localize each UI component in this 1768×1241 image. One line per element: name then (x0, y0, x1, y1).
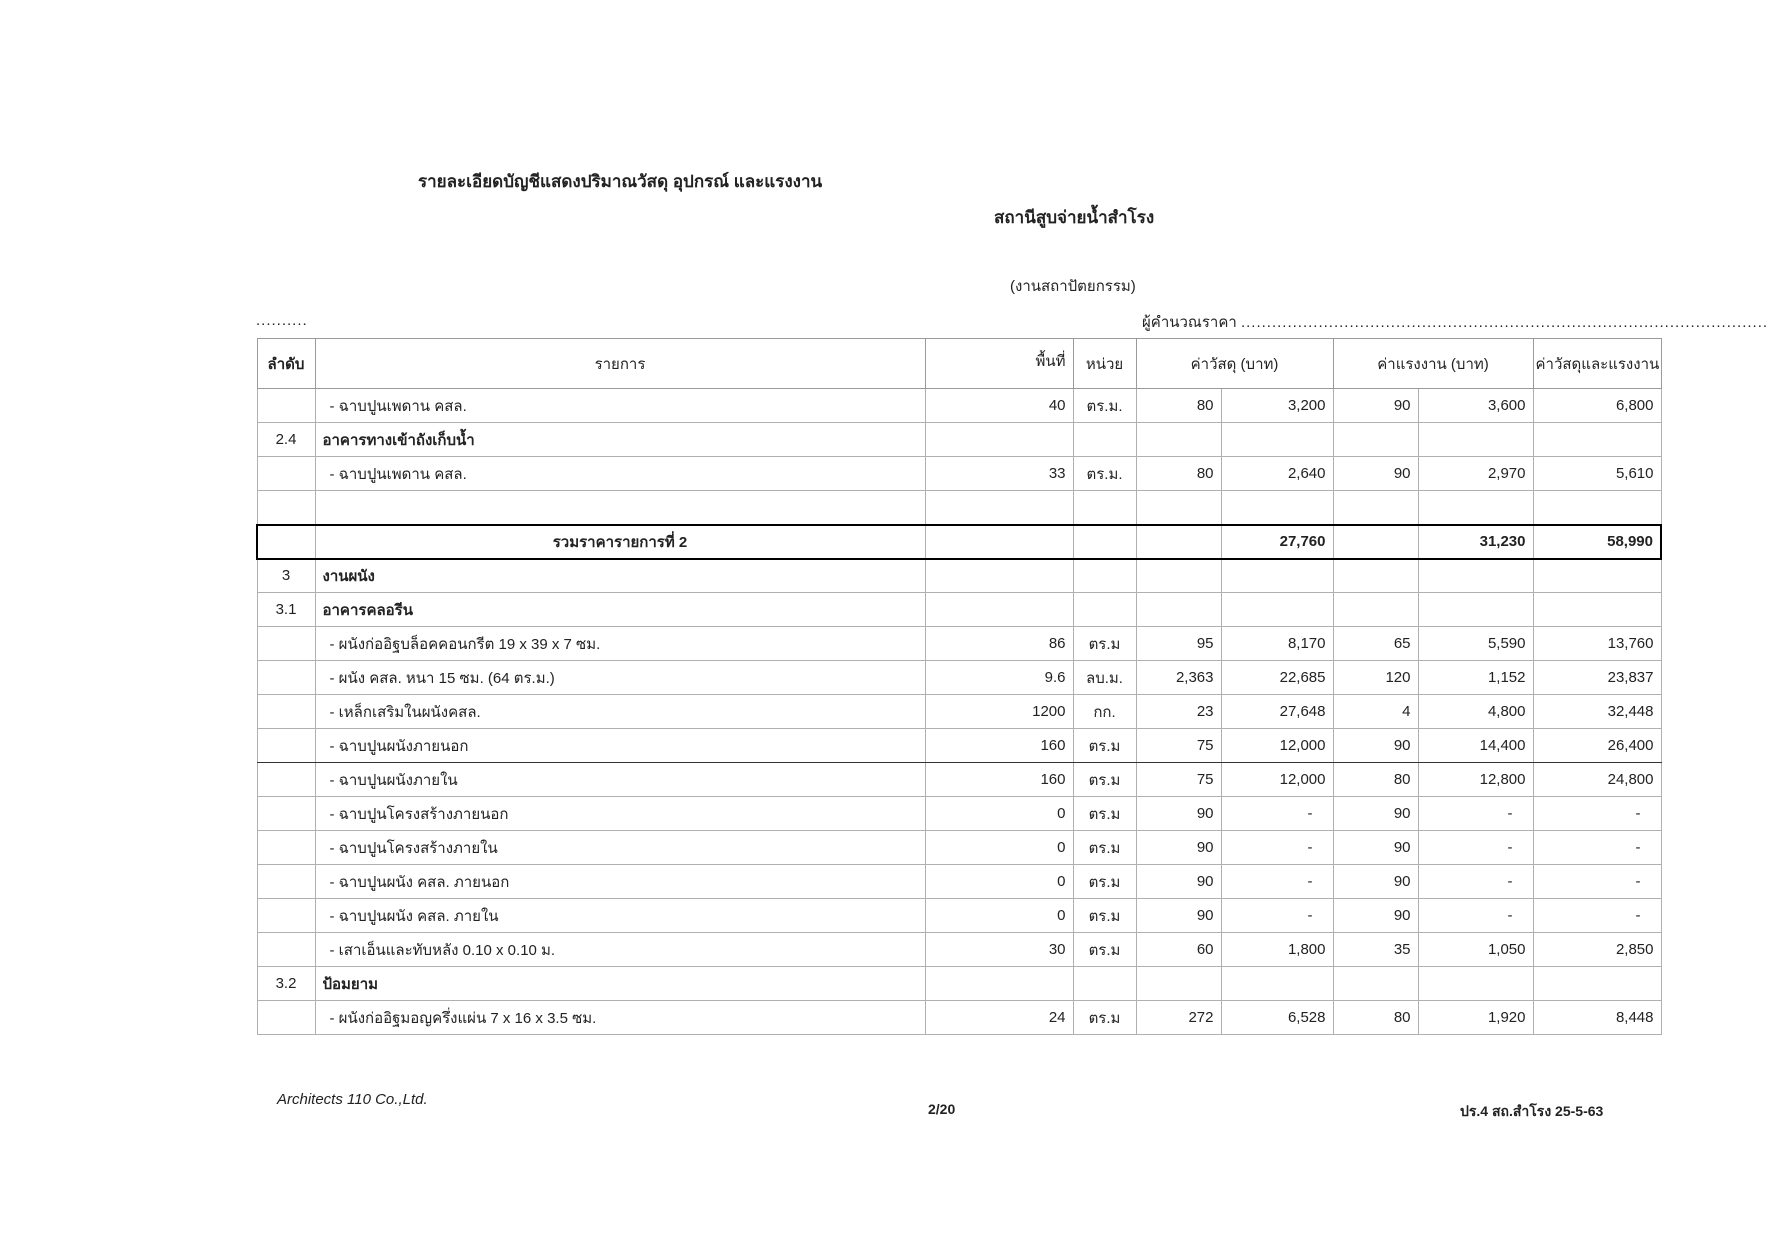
cell-area: 0 (925, 899, 1073, 933)
cell-seq (257, 695, 315, 729)
cell-labor-amount (1418, 559, 1533, 593)
cell-material-amount (1221, 491, 1333, 525)
cell-item: รวมราคารายการที่ 2 (315, 525, 925, 559)
cell-area: 40 (925, 389, 1073, 423)
cell-area: 160 (925, 763, 1073, 797)
cell-total (1533, 559, 1661, 593)
cell-item: - ผนัง คสล. หนา 15 ซม. (64 ตร.ม.) (315, 661, 925, 695)
cell-material-amount: 22,685 (1221, 661, 1333, 695)
cell-seq (257, 865, 315, 899)
cell-labor-rate: 90 (1333, 729, 1418, 763)
cell-material-rate (1136, 491, 1221, 525)
cell-seq (257, 491, 315, 525)
cell-unit: ตร.ม (1073, 1001, 1136, 1035)
cell-labor-amount: 3,600 (1418, 389, 1533, 423)
cell-area: 30 (925, 933, 1073, 967)
header-total: ค่าวัสดุและแรงงาน (1533, 339, 1661, 389)
cell-labor-amount: 12,800 (1418, 763, 1533, 797)
table-row (257, 695, 1661, 729)
header-item: รายการ (315, 339, 925, 389)
cell-material-amount (1221, 593, 1333, 627)
cell-total (1533, 593, 1661, 627)
cell-labor-rate: 35 (1333, 933, 1418, 967)
table-row (257, 627, 1661, 661)
cell-total: 23,837 (1533, 661, 1661, 695)
cell-unit: กก. (1073, 695, 1136, 729)
cell-labor-rate: 80 (1333, 763, 1418, 797)
cell-labor-amount: - (1418, 865, 1533, 899)
cell-material-rate: 95 (1136, 627, 1221, 661)
cell-labor-amount: 4,800 (1418, 695, 1533, 729)
cell-labor-amount: 2,970 (1418, 457, 1533, 491)
footer-company: Architects 110 Co.,Ltd. (277, 1091, 428, 1108)
cell-labor-amount (1418, 593, 1533, 627)
cell-unit: ตร.ม (1073, 627, 1136, 661)
cell-item: งานผนัง (315, 559, 925, 593)
cell-unit: ตร.ม (1073, 763, 1136, 797)
cell-labor-rate: 120 (1333, 661, 1418, 695)
estimator-line (1142, 310, 1768, 334)
cell-seq: 3.1 (257, 593, 315, 627)
cell-seq (257, 1001, 315, 1035)
header-labor: ค่าแรงงาน (บาท) (1333, 339, 1533, 389)
cell-material-amount: 2,640 (1221, 457, 1333, 491)
cell-total: 32,448 (1533, 695, 1661, 729)
cell-labor-amount (1418, 491, 1533, 525)
cell-material-rate: 90 (1136, 865, 1221, 899)
table-row (257, 831, 1661, 865)
left-dots: .......... (256, 312, 308, 329)
cell-unit: ตร.ม (1073, 933, 1136, 967)
table-header-row (257, 339, 1661, 389)
cell-seq (257, 899, 315, 933)
cell-material-amount: 27,648 (1221, 695, 1333, 729)
cell-total: - (1533, 899, 1661, 933)
cell-unit: ตร.ม (1073, 899, 1136, 933)
cell-item (315, 491, 925, 525)
cell-total: - (1533, 797, 1661, 831)
cell-item: - ฉาบปูนเพดาน คสล. (315, 389, 925, 423)
cell-area: 0 (925, 797, 1073, 831)
cell-unit (1073, 967, 1136, 1001)
cell-unit (1073, 559, 1136, 593)
cell-unit: ตร.ม (1073, 729, 1136, 763)
cell-material-amount (1221, 559, 1333, 593)
cell-seq (257, 763, 315, 797)
cell-total: 6,800 (1533, 389, 1661, 423)
cell-unit: ตร.ม (1073, 865, 1136, 899)
cell-material-rate: 80 (1136, 389, 1221, 423)
cell-material-rate: 90 (1136, 831, 1221, 865)
cell-material-rate (1136, 967, 1221, 1001)
cell-labor-rate: 90 (1333, 797, 1418, 831)
cell-unit (1073, 491, 1136, 525)
estimator-dots: ...................................................................................................... (1240, 314, 1768, 331)
cell-total: 24,800 (1533, 763, 1661, 797)
cell-total: 26,400 (1533, 729, 1661, 763)
cell-area: 0 (925, 865, 1073, 899)
cell-seq: 3.2 (257, 967, 315, 1001)
cell-material-rate (1136, 423, 1221, 457)
cell-seq: 3 (257, 559, 315, 593)
cell-item: - ผนังก่ออิฐบล็อคคอนกรีต 19 x 39 x 7 ซม. (315, 627, 925, 661)
document-title: รายละเอียดบัญชีแสดงปริมาณวัสดุ อุปกรณ์ และแรงงาน (418, 172, 823, 191)
cell-item: - ฉาบปูนโครงสร้างภายใน (315, 831, 925, 865)
cell-material-amount: 12,000 (1221, 729, 1333, 763)
cell-seq (257, 389, 315, 423)
cell-total: 5,610 (1533, 457, 1661, 491)
cell-material-amount: 3,200 (1221, 389, 1333, 423)
cell-material-amount: - (1221, 899, 1333, 933)
cell-unit (1073, 525, 1136, 559)
cell-item: - ฉาบปูนผนัง คสล. ภายใน (315, 899, 925, 933)
cell-area: 160 (925, 729, 1073, 763)
cell-material-amount: 1,800 (1221, 933, 1333, 967)
cell-area (925, 423, 1073, 457)
cell-material-amount: - (1221, 865, 1333, 899)
cell-area: 86 (925, 627, 1073, 661)
cell-total (1533, 491, 1661, 525)
cell-material-rate: 60 (1136, 933, 1221, 967)
cell-labor-rate (1333, 967, 1418, 1001)
cell-total: 58,990 (1533, 525, 1661, 559)
cell-area (925, 967, 1073, 1001)
cell-labor-rate: 4 (1333, 695, 1418, 729)
cell-material-rate: 75 (1136, 729, 1221, 763)
cell-labor-amount: - (1418, 797, 1533, 831)
cell-material-rate (1136, 593, 1221, 627)
table-row (257, 899, 1661, 933)
cell-item: อาคารทางเข้าถังเก็บน้ำ (315, 423, 925, 457)
cell-total: 2,850 (1533, 933, 1661, 967)
cell-material-amount: 12,000 (1221, 763, 1333, 797)
section-row (257, 559, 1661, 593)
cell-material-rate: 2,363 (1136, 661, 1221, 695)
table-row (257, 1001, 1661, 1035)
cell-material-rate: 75 (1136, 763, 1221, 797)
cell-labor-amount: 31,230 (1418, 525, 1533, 559)
cell-labor-rate: 90 (1333, 457, 1418, 491)
cell-labor-rate (1333, 559, 1418, 593)
cell-item: - ฉาบปูนเพดาน คสล. (315, 457, 925, 491)
cell-labor-rate (1333, 525, 1418, 559)
cell-total (1533, 423, 1661, 457)
cell-material-amount: 27,760 (1221, 525, 1333, 559)
cell-unit: ตร.ม (1073, 797, 1136, 831)
cell-material-amount (1221, 423, 1333, 457)
cell-unit: ตร.ม. (1073, 389, 1136, 423)
cell-unit (1073, 593, 1136, 627)
cell-material-rate: 90 (1136, 899, 1221, 933)
cell-labor-rate: 65 (1333, 627, 1418, 661)
cell-labor-amount (1418, 967, 1533, 1001)
cell-labor-amount: 1,920 (1418, 1001, 1533, 1035)
cell-labor-amount (1418, 423, 1533, 457)
cell-item: - เหล็กเสริมในผนังคสล. (315, 695, 925, 729)
boq-table (256, 338, 1662, 1035)
footer-page-number: 2/20 (928, 1101, 956, 1117)
cell-material-rate (1136, 525, 1221, 559)
cell-item: - ฉาบปูนผนังภายใน (315, 763, 925, 797)
cell-material-amount: - (1221, 797, 1333, 831)
cell-area: 1200 (925, 695, 1073, 729)
cell-labor-amount: 1,050 (1418, 933, 1533, 967)
footer-doc-ref: ปร.4 สถ.สำโรง 25-5-63 (1460, 1103, 1604, 1119)
cell-seq (257, 661, 315, 695)
cell-material-rate: 23 (1136, 695, 1221, 729)
section-row (257, 967, 1661, 1001)
cell-total: - (1533, 865, 1661, 899)
table-row (257, 865, 1661, 899)
cell-area: 24 (925, 1001, 1073, 1035)
cell-seq (257, 831, 315, 865)
cell-item: อาคารคลอรีน (315, 593, 925, 627)
table-row (257, 491, 1661, 525)
cell-area: 0 (925, 831, 1073, 865)
cell-item: - ฉาบปูนผนังภายนอก (315, 729, 925, 763)
cell-area (925, 559, 1073, 593)
cell-item: - ฉาบปูนโครงสร้างภายนอก (315, 797, 925, 831)
header-seq: ลำดับ (257, 339, 315, 389)
cell-labor-amount: 14,400 (1418, 729, 1533, 763)
cell-seq (257, 525, 315, 559)
cell-material-rate: 80 (1136, 457, 1221, 491)
cell-seq (257, 797, 315, 831)
header-material: ค่าวัสดุ (บาท) (1136, 339, 1333, 389)
cell-total: - (1533, 831, 1661, 865)
total-row (257, 525, 1661, 559)
table-body (257, 389, 1661, 1035)
table-row (257, 389, 1661, 423)
cell-material-rate: 90 (1136, 797, 1221, 831)
table-row (257, 661, 1661, 695)
table-row (257, 797, 1661, 831)
cell-unit: ตร.ม (1073, 831, 1136, 865)
cell-total (1533, 967, 1661, 1001)
section-row (257, 593, 1661, 627)
cell-labor-rate: 90 (1333, 899, 1418, 933)
cell-area (925, 525, 1073, 559)
cell-item: ป้อมยาม (315, 967, 925, 1001)
cell-seq (257, 627, 315, 661)
cell-material-amount: - (1221, 831, 1333, 865)
cell-material-rate (1136, 559, 1221, 593)
header-unit: หน่วย (1073, 339, 1136, 389)
cell-material-amount: 6,528 (1221, 1001, 1333, 1035)
cell-labor-rate: 90 (1333, 865, 1418, 899)
cell-labor-rate: 90 (1333, 389, 1418, 423)
cell-item: - เสาเอ็นและทับหลัง 0.10 x 0.10 ม. (315, 933, 925, 967)
cell-material-rate: 272 (1136, 1001, 1221, 1035)
table-row (257, 933, 1661, 967)
cell-labor-rate (1333, 491, 1418, 525)
cell-item: - ผนังก่ออิฐมอญครึ่งแผ่น 7 x 16 x 3.5 ซม. (315, 1001, 925, 1035)
cell-unit (1073, 423, 1136, 457)
cell-labor-rate: 80 (1333, 1001, 1418, 1035)
cell-labor-amount: 5,590 (1418, 627, 1533, 661)
cell-item: - ฉาบปูนผนัง คสล. ภายนอก (315, 865, 925, 899)
cell-area: 33 (925, 457, 1073, 491)
cell-labor-rate (1333, 423, 1418, 457)
cell-material-amount: 8,170 (1221, 627, 1333, 661)
section-row (257, 423, 1661, 457)
cell-total: 13,760 (1533, 627, 1661, 661)
table-row (257, 763, 1661, 797)
cell-area (925, 593, 1073, 627)
cell-labor-amount: - (1418, 831, 1533, 865)
cell-unit: ตร.ม. (1073, 457, 1136, 491)
cell-seq (257, 729, 315, 763)
cell-labor-rate: 90 (1333, 831, 1418, 865)
cell-seq (257, 933, 315, 967)
cell-seq (257, 457, 315, 491)
cell-labor-amount: - (1418, 899, 1533, 933)
project-name: สถานีสูบจ่ายน้ำสำโรง (994, 208, 1155, 227)
cell-labor-rate (1333, 593, 1418, 627)
cell-material-amount (1221, 967, 1333, 1001)
cell-area: 9.6 (925, 661, 1073, 695)
work-type: (งานสถาปัตยกรรม) (1010, 278, 1136, 295)
cell-labor-amount: 1,152 (1418, 661, 1533, 695)
table-row (257, 457, 1661, 491)
cell-area (925, 491, 1073, 525)
estimator-label: ผู้คำนวณราคา (1142, 314, 1237, 331)
cell-unit: ลบ.ม. (1073, 661, 1136, 695)
header-area: พื้นที่ (925, 339, 1073, 389)
table-row (257, 729, 1661, 763)
cell-total: 8,448 (1533, 1001, 1661, 1035)
cell-seq: 2.4 (257, 423, 315, 457)
